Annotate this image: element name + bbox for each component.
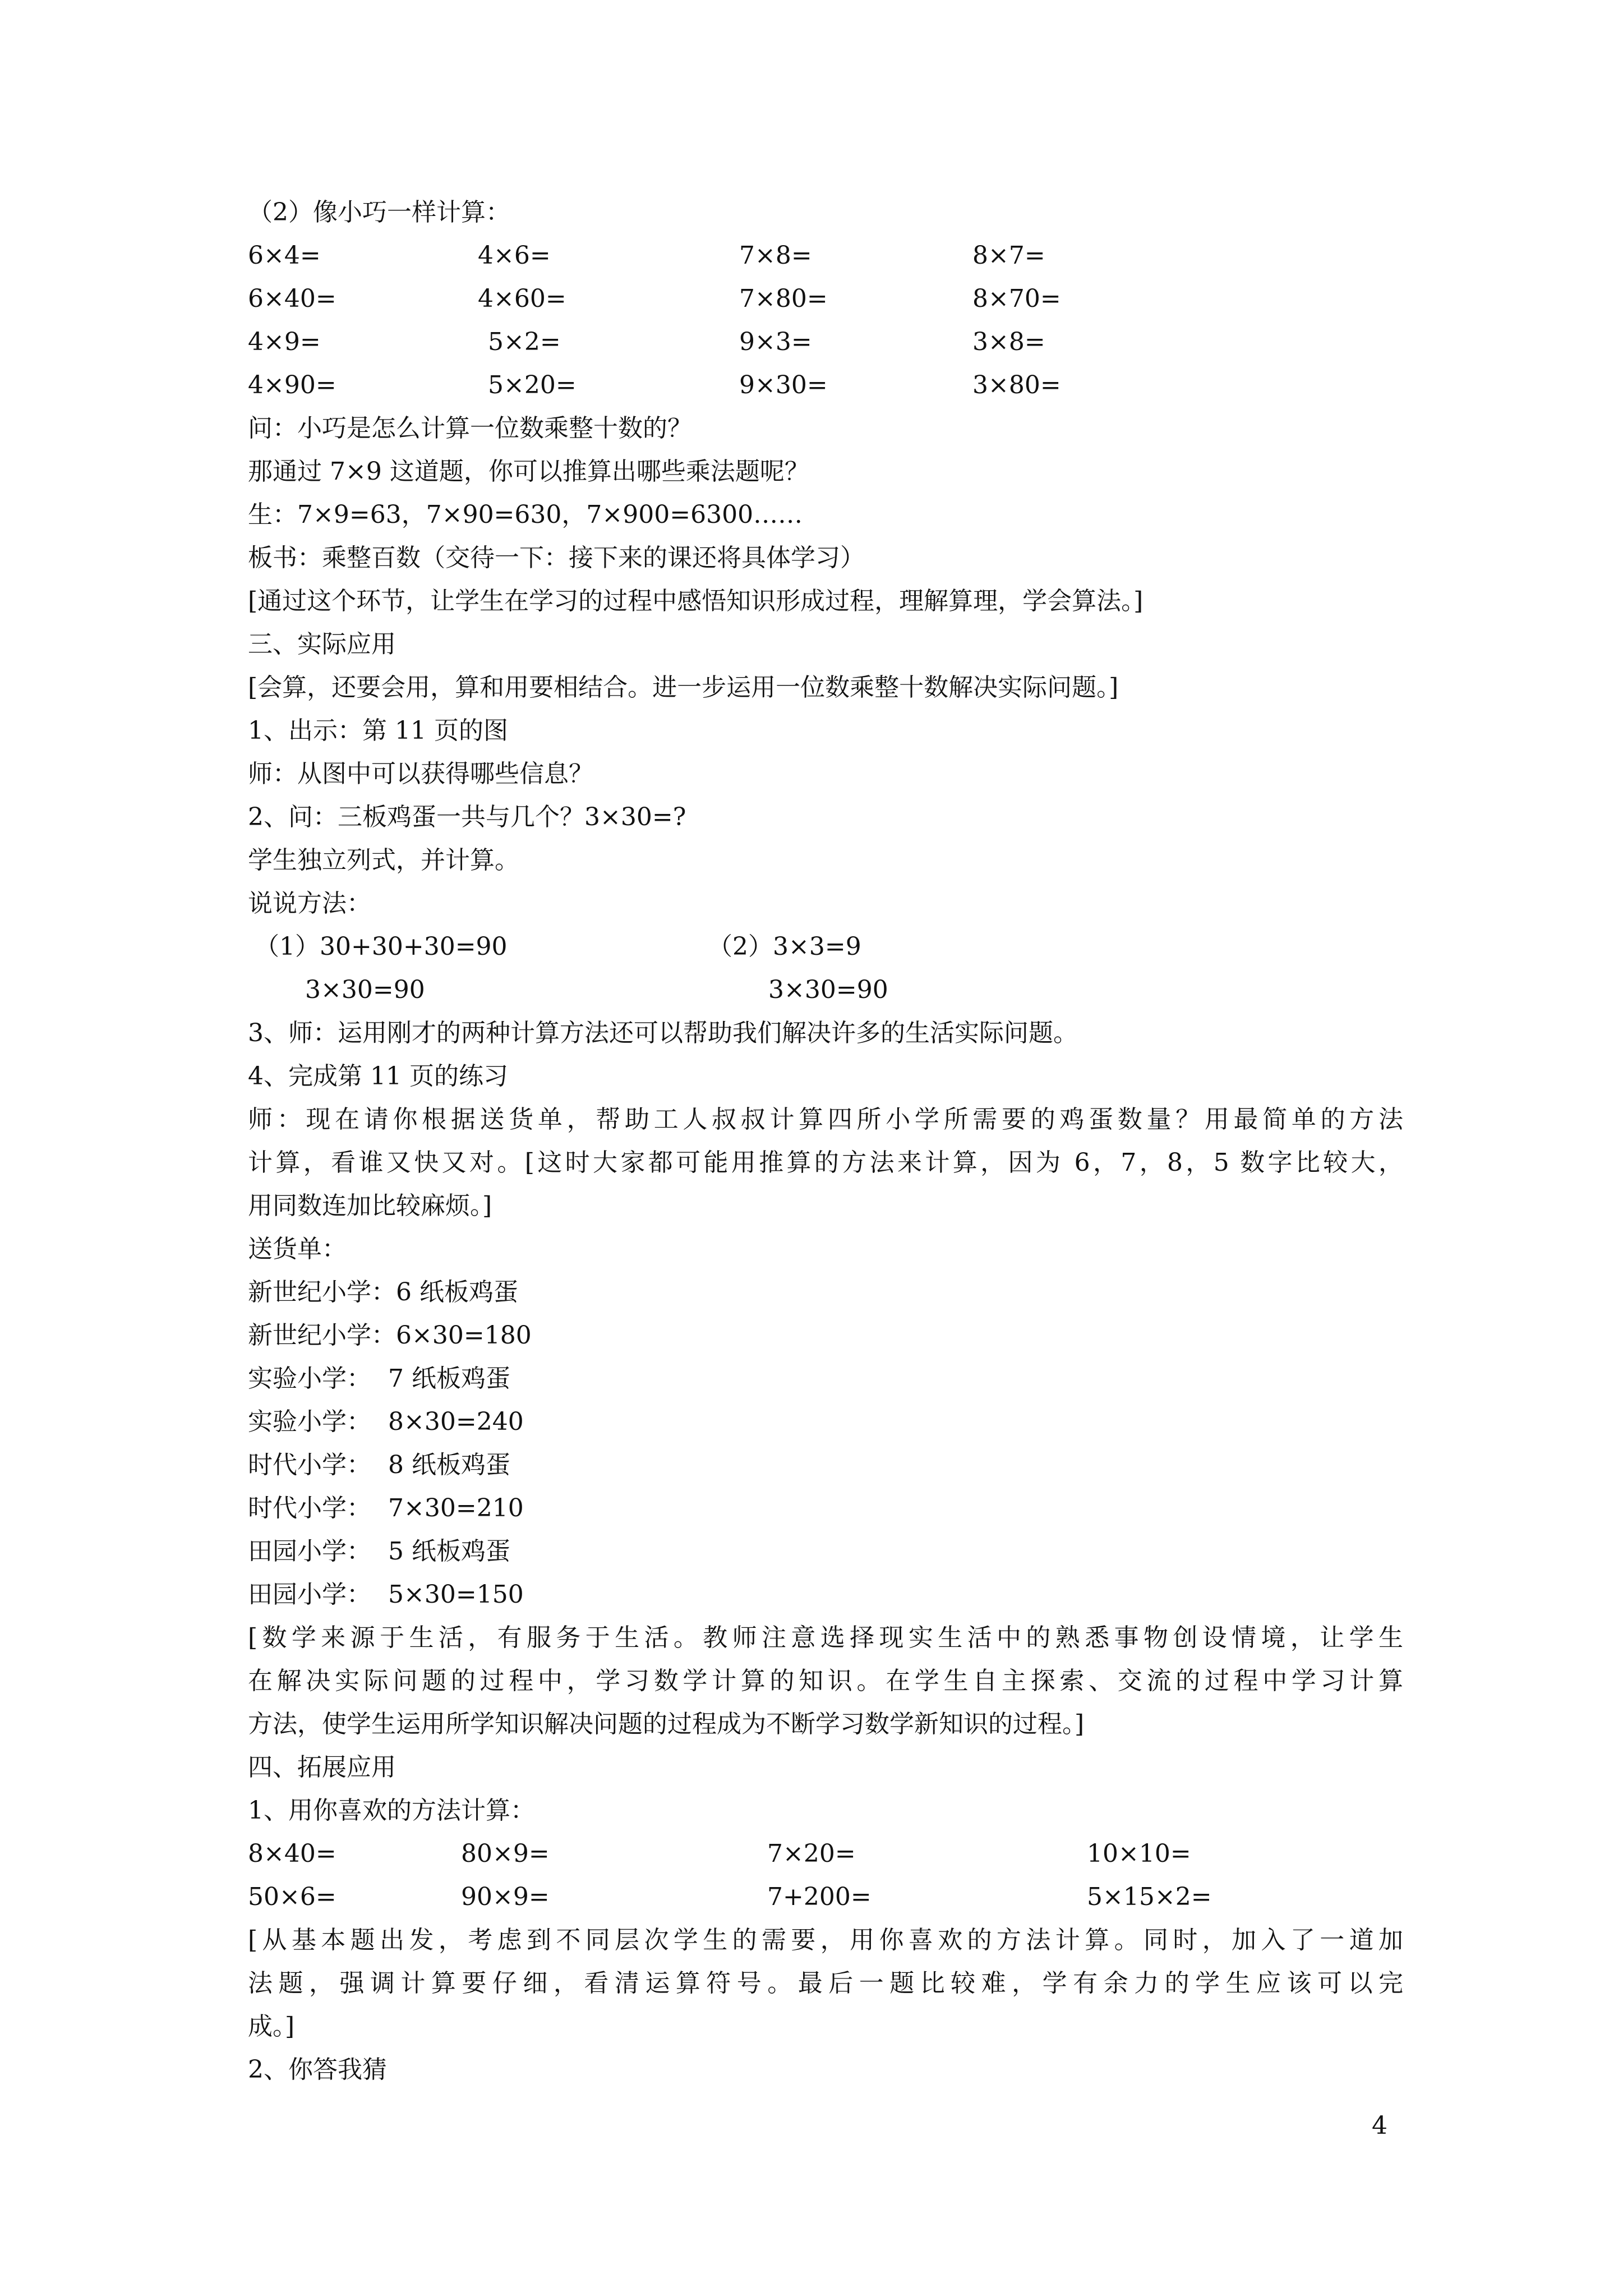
drill-row [248,234,1403,277]
delivery-value: 6×30=180 [396,1321,532,1350]
drill-cell: 6×40= [248,284,336,313]
delivery-row [248,1314,1403,1357]
step-line: 2、问：三板鸡蛋一共与几个？3×30=? [248,803,686,831]
paragraph-line: 成。] [248,2012,295,2041]
question-line: 问：小巧是怎么计算一位数乘整十数的？ [248,414,692,443]
task-line: 2、你答我猜 [248,2055,387,2084]
delivery-row [248,1357,1403,1400]
delivery-row [248,1487,1403,1530]
school-name: 时代小学： [248,1494,371,1522]
section-heading: 三、实际应用 [248,630,396,659]
exercise-cell: 10×10= [1087,1839,1191,1868]
exercise-cell: 8×40= [248,1839,336,1868]
text-line: 学生独立列式，并计算。 [248,846,519,875]
drill-cell: 8×7= [972,241,1045,270]
drill-cell: 8×70= [972,284,1061,313]
student-answer-line: 生：7×9=63，7×90=630，7×900=6300…… [248,500,803,529]
drill-cell: 4×9= [248,328,321,356]
drill-cell: 3×8= [972,328,1045,356]
delivery-value: 5 纸板鸡蛋 [388,1537,510,1566]
exercise-cell: 50×6= [248,1883,336,1911]
paragraph-line: 在解决实际问题的过程中，学习数学计算的知识。在学生自主探索、交流的过程中学习计算 [248,1667,1403,1695]
commentary-line: [会算，还要会用，算和用要相结合。进一步运用一位数乘整十数解决实际问题。] [248,673,1119,702]
drill-cell: 9×30= [739,371,828,399]
page-number: 4 [1372,2111,1387,2140]
commentary-line: [通过这个环节，让学生在学习的过程中感悟知识形成过程，理解算理，学会算法。] [248,587,1144,615]
question-line: 那通过 7×9 这道题，你可以推算出哪些乘法题呢？ [248,457,809,486]
drill-cell: 9×3= [739,328,812,356]
method-1-label: （1）30+30+30=90 [255,932,508,961]
drill-cell: 4×60= [478,284,566,313]
paragraph-line: 计算，看谁又快又对。[这时大家都可能用推算的方法来计算，因为 6，7，8，5 数字比较大， [248,1148,1403,1177]
step-line: 3、师：运用刚才的两种计算方法还可以帮助我们解决许多的生活实际问题。 [248,1019,1078,1047]
paragraph-line: [数学来源于生活，有服务于生活。教师注意选择现实生活中的熟悉事物创设情境，让学生 [248,1623,1403,1652]
paragraph-line: [从基本题出发，考虑到不同层次学生的需要，用你喜欢的方法计算。同时，加入了一道加 [248,1926,1403,1954]
exercise-cell: 80×9= [461,1839,550,1868]
drill-heading: （2）像小巧一样计算： [248,198,510,227]
paragraph-line: 师：现在请你根据送货单，帮助工人叔叔计算四所小学所需要的鸡蛋数量？用最简单的方法 [248,1105,1403,1134]
blackboard-line: 板书：乘整百数（交待一下：接下来的课还将具体学习） [248,544,865,572]
section-heading: 四、拓展应用 [248,1753,396,1782]
drill-cell: 4×90= [248,371,336,399]
page-content [248,191,1403,2091]
teacher-paragraph [248,1098,1403,1227]
delivery-row [248,1400,1403,1443]
school-name: 新世纪小学： [248,1321,396,1350]
delivery-value: 6 纸板鸡蛋 [396,1278,518,1306]
delivery-value: 8×30=240 [388,1407,524,1436]
delivery-row [248,1573,1403,1616]
exercise-cell: 90×9= [461,1883,550,1911]
delivery-row [248,1530,1403,1573]
method-1-result: 3×30=90 [305,976,425,1004]
exercise-row [248,1832,1403,1875]
methods-row [248,925,1403,968]
drill-row [248,320,1403,364]
paragraph-line: 方法，使学生运用所学知识解决问题的过程成为不断学习数学新知识的过程。] [248,1710,1085,1738]
commentary-paragraph [248,1616,1403,1746]
paragraph-line: 用同数连加比较麻烦。] [248,1191,492,1220]
school-name: 实验小学： [248,1364,371,1393]
paragraph-line: 法题，强调计算要仔细，看清运算符号。最后一题比较难，学有余力的学生应该可以完 [248,1969,1403,1998]
exercise-cell: 7×20= [767,1839,856,1868]
drill-cell: 5×2= [488,328,561,356]
commentary-paragraph [248,1918,1403,2048]
drill-cell: 7×8= [739,241,812,270]
exercise-cell: 7+200= [767,1883,872,1911]
delivery-value: 7×30=210 [388,1494,524,1522]
text-line: 说说方法： [248,889,371,918]
delivery-value: 5×30=150 [388,1580,524,1609]
teacher-line: 师：从图中可以获得哪些信息？ [248,760,593,788]
delivery-title: 送货单： [248,1235,347,1263]
delivery-row [248,1443,1403,1487]
drill-row [248,277,1403,320]
method-2-label: （2）3×3=9 [708,932,861,961]
task-line: 1、用你喜欢的方法计算： [248,1796,535,1825]
drill-cell: 7×80= [739,284,828,313]
school-name: 田园小学： [248,1580,371,1609]
delivery-value: 8 纸板鸡蛋 [388,1451,510,1479]
drill-cell: 3×80= [972,371,1061,399]
school-name: 实验小学： [248,1407,371,1436]
step-line: 4、完成第 11 页的练习 [248,1062,508,1091]
school-name: 时代小学： [248,1451,371,1479]
school-name: 新世纪小学： [248,1278,396,1306]
step-line: 1、出示：第 11 页的图 [248,716,508,745]
drill-row [248,364,1403,407]
delivery-value: 7 纸板鸡蛋 [388,1364,510,1393]
drill-cell: 4×6= [478,241,551,270]
exercise-cell: 5×15×2= [1087,1883,1212,1911]
exercise-row [248,1875,1403,1918]
drill-cell: 6×4= [248,241,321,270]
delivery-row [248,1271,1403,1314]
methods-row [248,968,1403,1011]
school-name: 田园小学： [248,1537,371,1566]
drill-cell: 5×20= [488,371,577,399]
method-2-result: 3×30=90 [768,976,888,1004]
